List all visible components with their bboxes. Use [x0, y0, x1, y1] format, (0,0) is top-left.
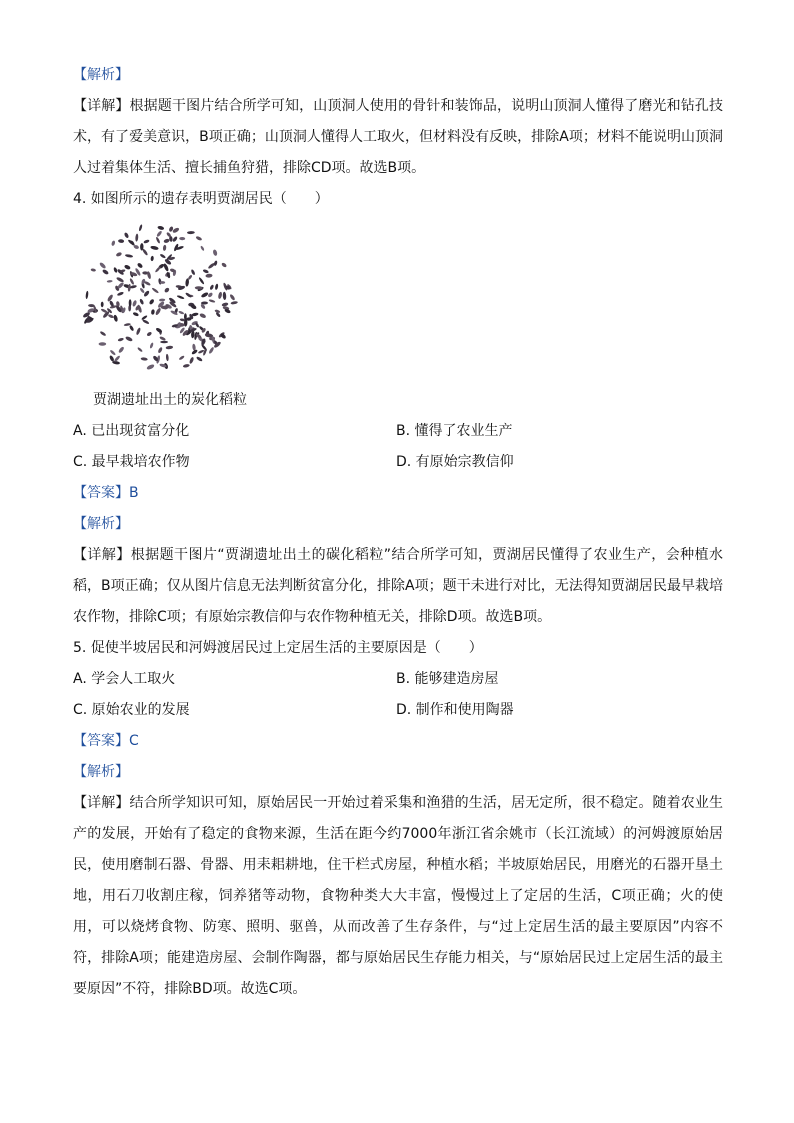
rice-grain	[164, 287, 170, 293]
rice-grain	[212, 249, 217, 256]
rice-grain	[166, 354, 169, 361]
rice-grain	[90, 268, 96, 272]
rice-grain	[221, 302, 228, 307]
rice-grain	[100, 308, 108, 314]
rice-grain	[138, 224, 142, 231]
rice-grain	[135, 233, 138, 241]
rice-grain	[179, 237, 185, 240]
rice-grain	[172, 236, 178, 243]
rice-grain	[221, 262, 227, 268]
option-c: C. 原始农业的发展	[73, 702, 190, 718]
question-5-options	[73, 664, 723, 726]
rice-grain	[132, 312, 139, 317]
document-page	[73, 60, 723, 1005]
rice-grain	[151, 309, 155, 315]
rice-grain	[99, 262, 107, 270]
rice-grain	[163, 238, 170, 243]
option-a: A. 学会人工取火	[73, 671, 176, 687]
rice-grain	[137, 262, 144, 269]
rice-grain	[130, 285, 137, 289]
rice-grain	[230, 301, 238, 305]
rice-grain	[125, 336, 133, 342]
option-d: D. 制作和使用陶器	[396, 702, 514, 718]
detail-explanation: 【详解】根据题干图片“贾湖遗址出土的碳化稻粒”结合所学可知，贾湖居民懂得了农业生产，会种植水稻，B项正确；仅从图片信息无法判断贫富分化，排除A项；题干未进行对比，无法得知贾湖居民最早栽培农作物，排除C项；有原始宗教信仰与农作物种植无关，排除D项。故选B项。	[73, 547, 723, 625]
rice-grain	[132, 300, 138, 307]
rice-grain	[209, 284, 214, 290]
rice-grain	[195, 236, 202, 242]
rice-grain	[117, 291, 124, 296]
rice-grain	[155, 266, 162, 273]
rice-grain	[142, 248, 149, 256]
rice-grain	[202, 269, 209, 274]
rice-grain	[143, 290, 150, 298]
rice-grain	[160, 281, 165, 284]
rice-grain	[155, 307, 162, 315]
analysis-label: 【解析】	[73, 516, 129, 532]
option-b: B. 懂得了农业生产	[396, 423, 513, 439]
rice-grain	[215, 283, 219, 290]
rice-grain	[139, 298, 144, 305]
rice-grain	[149, 298, 155, 305]
rice-grain	[159, 298, 165, 301]
question-4-stem: 4. 如图所示的遗存表明贾湖居民（ ）	[73, 191, 329, 207]
rice-grain	[165, 345, 173, 349]
rice-grain	[229, 294, 236, 301]
rice-grain	[101, 302, 104, 308]
rice-grain	[196, 356, 203, 362]
rice-grain	[199, 313, 207, 319]
answer-label: 【答案】B	[73, 485, 139, 501]
rice-grain	[157, 225, 164, 230]
rice-grain	[143, 239, 150, 244]
rice-grain	[178, 355, 184, 361]
rice-grain	[136, 327, 142, 335]
rice-grain	[118, 346, 125, 354]
rice-grain	[155, 237, 160, 244]
rice-grain	[129, 299, 132, 306]
option-a: A. 已出现贫富分化	[73, 423, 190, 439]
detail-explanation: 【详解】根据题干图片结合所学可知，山顶洞人使用的骨针和装饰品，说明山顶洞人懂得了磨光和钻孔技术，有了爱美意识，B项正确；山顶洞人懂得人工取火，但材料没有反映，排除A项；材料不能说明山顶洞人过着集体生活、擅长捕鱼狩猎，排除CD项。故选B项。	[73, 98, 723, 176]
rice-grain	[201, 291, 209, 298]
rice-grain	[146, 331, 152, 337]
rice-grain	[183, 364, 190, 369]
option-b: B. 能够建造房屋	[396, 671, 499, 687]
rice-grain	[85, 291, 88, 299]
option-d: D. 有原始宗教信仰	[396, 454, 514, 470]
rice-grain	[157, 347, 163, 354]
rice-grain	[172, 227, 180, 234]
rice-grain	[108, 314, 115, 319]
rice-grain	[163, 245, 167, 251]
rice-grain	[223, 292, 227, 300]
rice-grain	[177, 295, 185, 300]
rice-grain	[192, 344, 196, 351]
rice-grain	[149, 342, 154, 349]
option-c: C. 最早栽培农作物	[73, 454, 190, 470]
rice-grain	[208, 346, 214, 354]
rice-grain	[159, 253, 166, 258]
detail-explanation: 【详解】结合所学知识可知，原始居民一开始过着采集和渔猎的生活，居无定所，很不稳定。随着农业生产的发展，开始有了稳定的食物来源，生活在距今约7000年浙江省余姚市（长江流域）的河姆渡原始居民，使用磨制石器、骨器、用耒耜耕地，住干栏式房屋，种植水稻；半坡原始居民，用磨光的石器开垦土地，用石刀收割庄稼，饲养猪等动物，食物种类大大丰富，慢慢过上了定居的生活，C项正确；火的使用，可以烧烤食物、防寒、照明、驱兽，从而改善了生存条件，与“过上定居生活的最主要原因”内容不符，排除A项；能建造房屋、会制作陶器，都与原始居民生存能力相关，与“原始居民过上定居生活的最主要原因”不符，排除BD项。故选C项。	[73, 795, 723, 997]
rice-grain	[187, 231, 195, 234]
answer-label: 【答案】C	[73, 733, 139, 749]
question-4-options	[73, 416, 723, 478]
rice-grain	[150, 256, 154, 262]
rice-grain	[125, 254, 133, 258]
rice-grain	[207, 292, 213, 298]
rice-grain	[142, 319, 150, 325]
rice-grain	[150, 245, 159, 250]
rice-grain	[139, 287, 145, 293]
rice-grain	[99, 331, 106, 337]
rice-grain	[99, 342, 107, 345]
rice-grain	[113, 314, 118, 322]
rice-grain	[160, 341, 168, 344]
rice-grain	[156, 230, 163, 237]
analysis-label: 【解析】	[73, 67, 129, 83]
rice-grain	[189, 357, 195, 365]
rice-grain	[107, 280, 113, 283]
rice-grain	[129, 325, 135, 332]
rice-grain	[208, 299, 215, 303]
rice-grain	[190, 269, 195, 276]
rice-grain	[109, 355, 115, 362]
rice-grain	[141, 357, 148, 361]
rice-grain	[113, 267, 118, 273]
question-5-stem: 5. 促使半坡居民和河姆渡居民过上定居生活的主要原因是（ ）	[73, 640, 483, 656]
rice-grain	[200, 245, 205, 251]
rice-grain	[198, 277, 205, 285]
rice-grain	[124, 232, 130, 239]
rice-grain	[116, 252, 123, 258]
analysis-label: 【解析】	[73, 764, 129, 780]
rice-grain	[151, 287, 159, 294]
rice-grain	[185, 278, 189, 287]
rice-grain	[118, 337, 125, 341]
carbonized-rice-grains-image	[73, 223, 245, 383]
rice-grain	[205, 274, 212, 278]
rice-grain	[159, 336, 166, 341]
rice-grain	[102, 269, 109, 276]
figure-caption: 贾湖遗址出土的炭化稻粒	[93, 392, 247, 408]
rice-grain	[178, 310, 184, 314]
rice-grain	[141, 315, 148, 321]
rice-grain	[111, 240, 116, 246]
rice-grain	[124, 264, 131, 270]
rice-grain	[146, 364, 155, 371]
rice-grain	[137, 347, 143, 353]
rice-grain	[116, 276, 125, 283]
rice-grain	[218, 292, 223, 300]
rice-grain	[109, 349, 116, 355]
rice-grain	[127, 239, 135, 246]
rice-grain	[118, 239, 124, 243]
